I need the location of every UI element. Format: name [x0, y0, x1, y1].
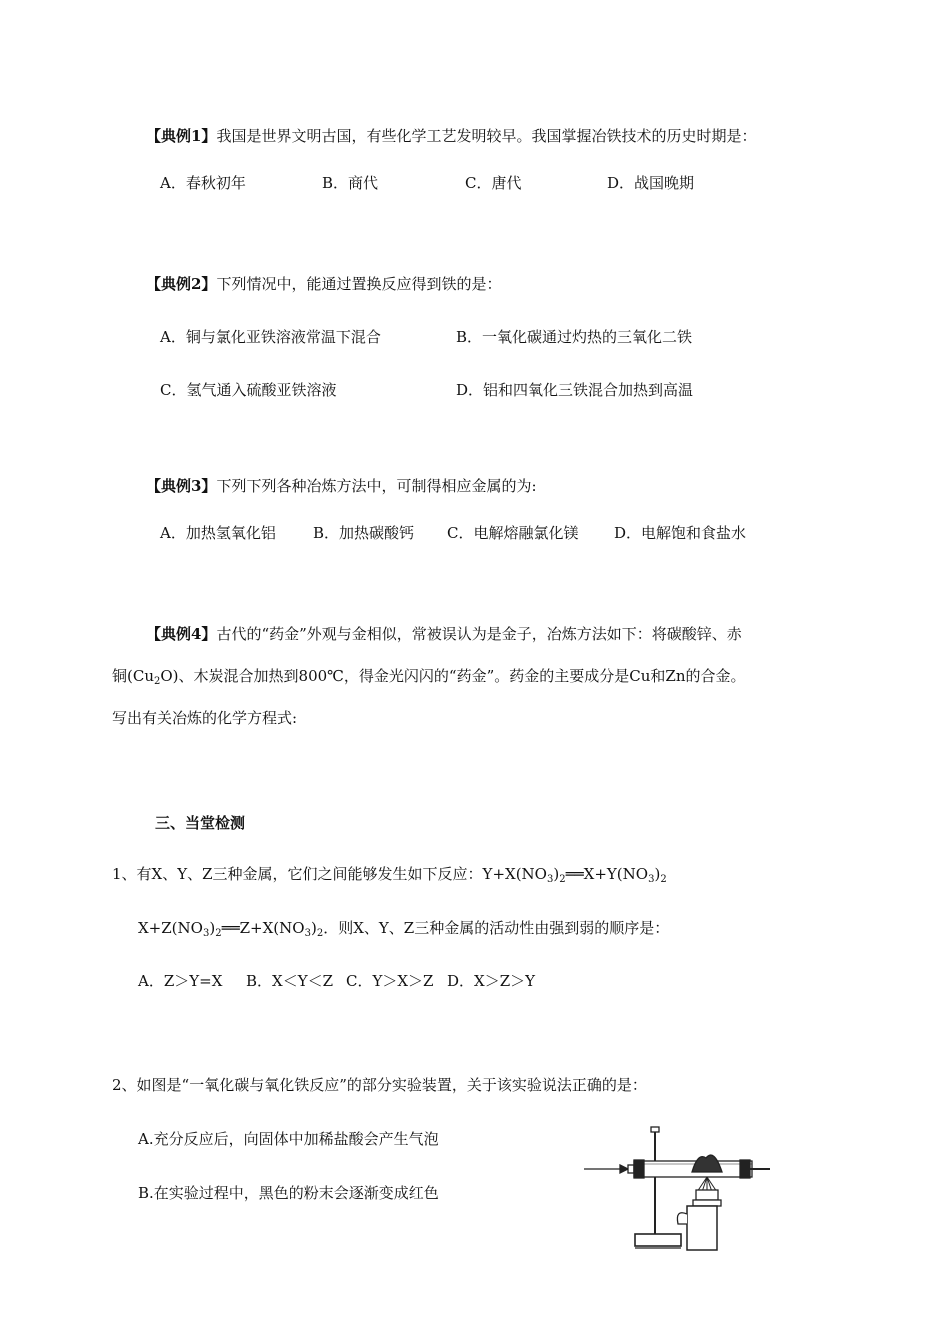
q1-sub-7: 3 — [304, 928, 311, 939]
q1-sub-2: 2 — [559, 874, 566, 885]
arrow-head — [620, 1165, 628, 1173]
q1-sub-8: 2 — [316, 928, 324, 939]
q1-text-1d: ) — [654, 865, 661, 883]
example-3-option-d: D．电解饱和食盐水 — [614, 524, 747, 542]
example-3-question — [146, 476, 537, 496]
example-4-line-2 — [112, 666, 746, 686]
example-3-label: 【典例3】 — [146, 477, 217, 495]
q1-sub-4: 2 — [660, 874, 667, 885]
example-2-option-d: D．铝和四氧化三铁混合加热到高温 — [456, 381, 694, 399]
example-2-option-b: B．一氧化碳通过灼热的三氧化二铁 — [456, 328, 693, 346]
q2-option-a: A.充分反应后，向固体中加稀盐酸会产生气泡 — [138, 1130, 439, 1148]
example-4-text-1: 古代的“药金”外观与金相似，常被误认为是金子，冶炼方法如下：将碳酸锌、赤 — [216, 625, 742, 643]
q1-sub-1: 3 — [546, 874, 554, 885]
example-3-text: 下列下列各种冶炼方法中，可制得相应金属的为: — [216, 477, 537, 495]
q1-text-1b: ) — [553, 865, 560, 883]
left-stopper — [634, 1160, 644, 1178]
q2-question: 2、如图是“一氧化碳与氧化铁反应”的部分实验装置，关于该实验说法正确的是： — [112, 1076, 647, 1094]
example-4-subscript: 2 — [154, 676, 161, 687]
experiment-apparatus-figure — [580, 1124, 780, 1254]
q1-line-2 — [138, 918, 669, 938]
q1-sub-5: 3 — [202, 928, 210, 939]
example-4-text-2a: 铜(Cu — [112, 667, 154, 685]
example-1-option-a: A．春秋初年 — [160, 174, 246, 192]
example-3-option-b: B．加热碳酸钙 — [313, 524, 415, 542]
q1-text-1a: 1、有X、Y、Z三种金属，它们之间能够发生如下反应：Y+X(NO — [112, 865, 547, 883]
q1-text-2c: ══Z+X(NO — [221, 919, 305, 937]
example-2-option-c: C．氢气通入硫酸亚铁溶液 — [160, 381, 337, 399]
example-3-option-c: C．电解熔融氯化镁 — [447, 524, 579, 542]
burner-body — [687, 1206, 717, 1250]
example-1-label: 【典例1】 — [146, 127, 217, 145]
q2-option-b: B.在实验过程中，黑色的粉末会逐渐变成红色 — [138, 1184, 439, 1202]
section-3-title: 三、当堂检测 — [155, 814, 246, 832]
q1-text-2a: X+Z(NO — [138, 919, 203, 937]
q1-text-1c: ══X+Y(NO — [565, 865, 649, 883]
q1-option-d: D．X＞Z＞Y — [447, 972, 536, 990]
example-4-line-1 — [146, 624, 742, 644]
q1-sub-3: 3 — [648, 874, 655, 885]
q1-option-a: A．Z＞Y=X — [138, 972, 223, 990]
stand-base — [635, 1234, 681, 1246]
example-1-question — [146, 126, 756, 146]
q1-option-c: C．Y＞X＞Z — [346, 972, 434, 990]
example-1-option-d: D．战国晚期 — [607, 174, 695, 192]
example-2-text: 下列情况中，能通过置换反应得到铁的是： — [216, 275, 502, 293]
right-stopper — [740, 1160, 750, 1178]
example-1-option-c: C．唐代 — [465, 174, 522, 192]
q1-text-2b: ) — [209, 919, 216, 937]
q1-sub-6: 2 — [215, 928, 222, 939]
example-1-option-b: B．商代 — [322, 174, 379, 192]
q1-text-2d: ) — [310, 919, 317, 937]
burner-knob — [677, 1213, 687, 1224]
q1-text-2e: ．则X、Y、Z三种金属的活动性由强到弱的顺序是： — [323, 919, 670, 937]
example-4-label: 【典例4】 — [146, 625, 217, 643]
example-2-option-a: A．铜与氯化亚铁溶液常温下混合 — [160, 328, 381, 346]
burner-head — [696, 1190, 718, 1200]
q1-line-1 — [112, 864, 667, 884]
iron-oxide-powder — [692, 1155, 722, 1172]
example-1-text: 我国是世界文明古国，有些化学工艺发明较早。我国掌握冶铁技术的历史时期是： — [216, 127, 757, 145]
example-4-line-3: 写出有关冶炼的化学方程式: — [112, 709, 298, 727]
example-3-option-a: A．加热氢氧化铝 — [160, 524, 276, 542]
example-4-text-2b: O)、木炭混合加热到800℃，得金光闪闪的“药金”。药金的主要成分是Cu和Zn的合金。 — [160, 667, 746, 685]
example-2-label: 【典例2】 — [146, 275, 217, 293]
q1-option-b: B．X＜Y＜Z — [246, 972, 334, 990]
example-2-question — [146, 274, 501, 294]
